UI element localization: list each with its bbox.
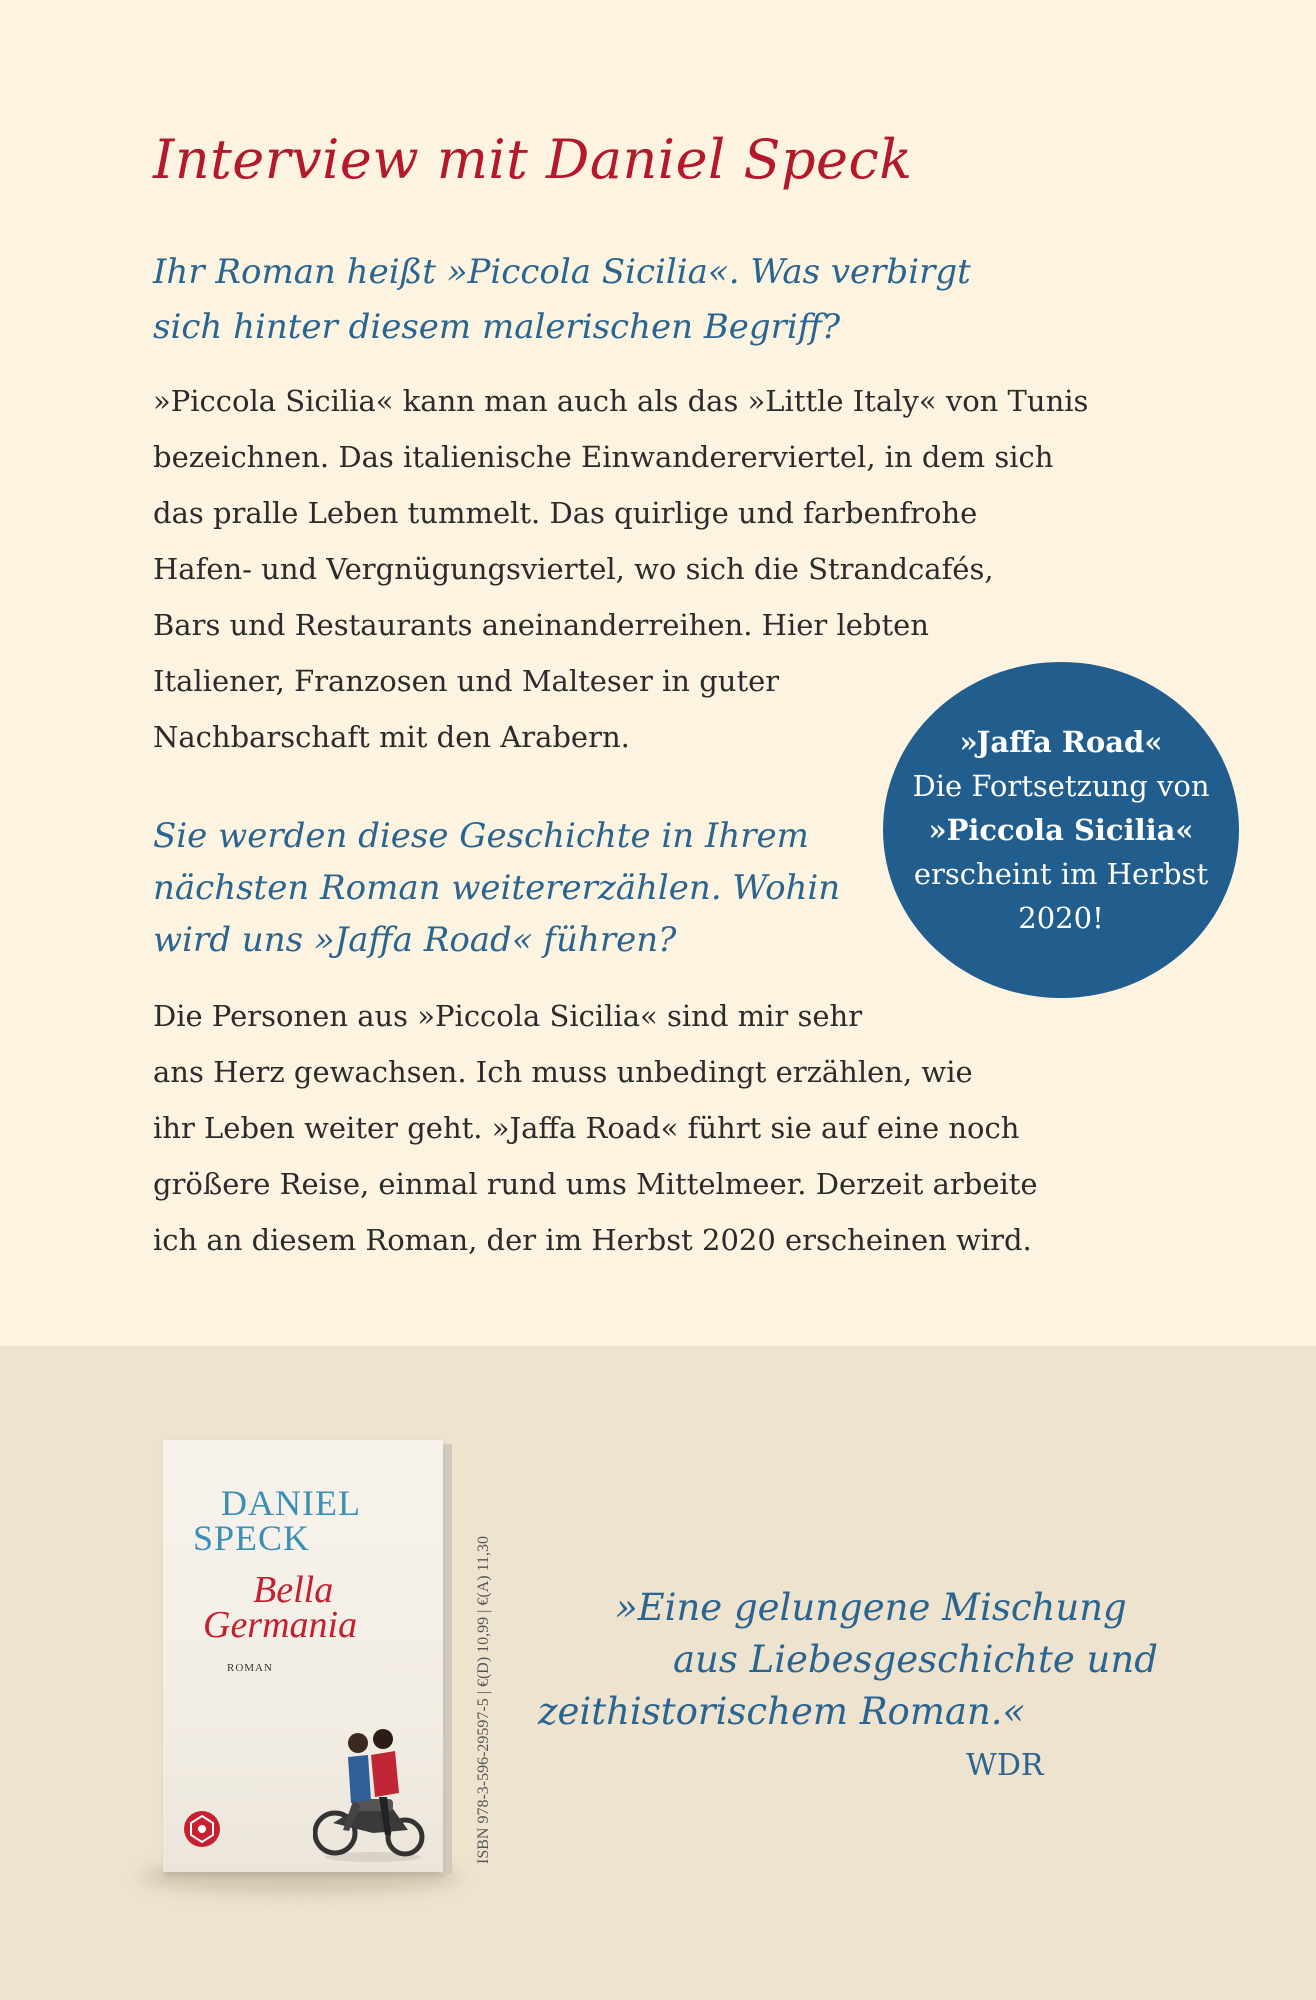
review-quote-line: aus Liebesgeschichte und [673, 1638, 1158, 1681]
answer-2-line: ich an diesem Roman, der im Herbst 2020 erscheinen wird. [153, 1223, 1032, 1257]
badge-sequel-title: »Jaffa Road« [959, 725, 1163, 759]
answer-2 [153, 988, 1193, 1268]
badge-text: erscheint im Herbst [913, 857, 1209, 891]
question-2 [153, 810, 873, 966]
answer-1-line: das pralle Leben tummelt. Das quirlige und farbenfrohe [153, 496, 978, 530]
book-author-first: DANIEL [221, 1483, 361, 1523]
sequel-badge [883, 662, 1239, 998]
answer-1-line: Hafen- und Vergnügungsviertel, wo sich die Strandcafés, [153, 552, 994, 586]
book-title-line: Germania [203, 1604, 358, 1646]
answer-2-line: größere Reise, einmal rund ums Mittelmeer. Derzeit arbeite [153, 1167, 1038, 1201]
book-title-line: Bella [253, 1569, 334, 1611]
book-author-last: SPECK [193, 1518, 311, 1558]
book-genre: ROMAN [227, 1662, 273, 1674]
question-1 [153, 245, 1053, 355]
question-2-line: Sie werden diese Geschichte in Ihrem [153, 816, 809, 856]
question-1-line: Ihr Roman heißt »Piccola Sicilia«. Was verbirgt [153, 252, 971, 292]
answer-2-line: ihr Leben weiter geht. »Jaffa Road« führt sie auf eine noch [153, 1111, 1020, 1145]
answer-1-line: bezeichnen. Das italienische Einwandererviertel, in dem sich [153, 440, 1054, 474]
motorcycle-couple-illustration [313, 1705, 433, 1865]
book-cover [163, 1440, 443, 1872]
badge-text: Die Fortsetzung von [912, 769, 1210, 803]
answer-1-line: Italiener, Franzosen und Malteser in guter [153, 664, 780, 698]
review-quote-line: zeithistorischem Roman.« [538, 1690, 1026, 1733]
review-source: WDR [966, 1748, 1044, 1783]
review-quote [538, 1582, 1278, 1738]
answer-1-line: Nachbarschaft mit den Arabern. [153, 720, 630, 754]
book-title [203, 1569, 358, 1646]
book-author [193, 1483, 361, 1558]
publisher-logo-icon [183, 1810, 221, 1848]
isbn-price-text: ISBN 978-3-596-29597-5 | €(D) 10,99 | €(A) 11,30 [475, 1536, 492, 1864]
answer-2-line: Die Personen aus »Piccola Sicilia« sind mir sehr [153, 999, 863, 1033]
answer-2-line: ans Herz gewachsen. Ich muss unbedingt erzählen, wie [153, 1055, 973, 1089]
answer-1-line: Bars und Restaurants aneinanderreihen. Hier lebten [153, 608, 929, 642]
page-title: Interview mit Daniel Speck [153, 128, 913, 191]
question-1-line: sich hinter diesem malerischen Begriff? [153, 307, 841, 347]
question-2-line: nächsten Roman weitererzählen. Wohin [153, 868, 841, 908]
review-quote-line: »Eine gelungene Mischung [615, 1586, 1127, 1629]
answer-1-line: »Piccola Sicilia« kann man auch als das »Little Italy« von Tunis [153, 384, 1089, 418]
badge-book-title: »Piccola Sicilia« [928, 813, 1194, 847]
badge-date: 2020! [1018, 901, 1104, 935]
question-2-line: wird uns »Jaffa Road« führen? [153, 920, 677, 960]
